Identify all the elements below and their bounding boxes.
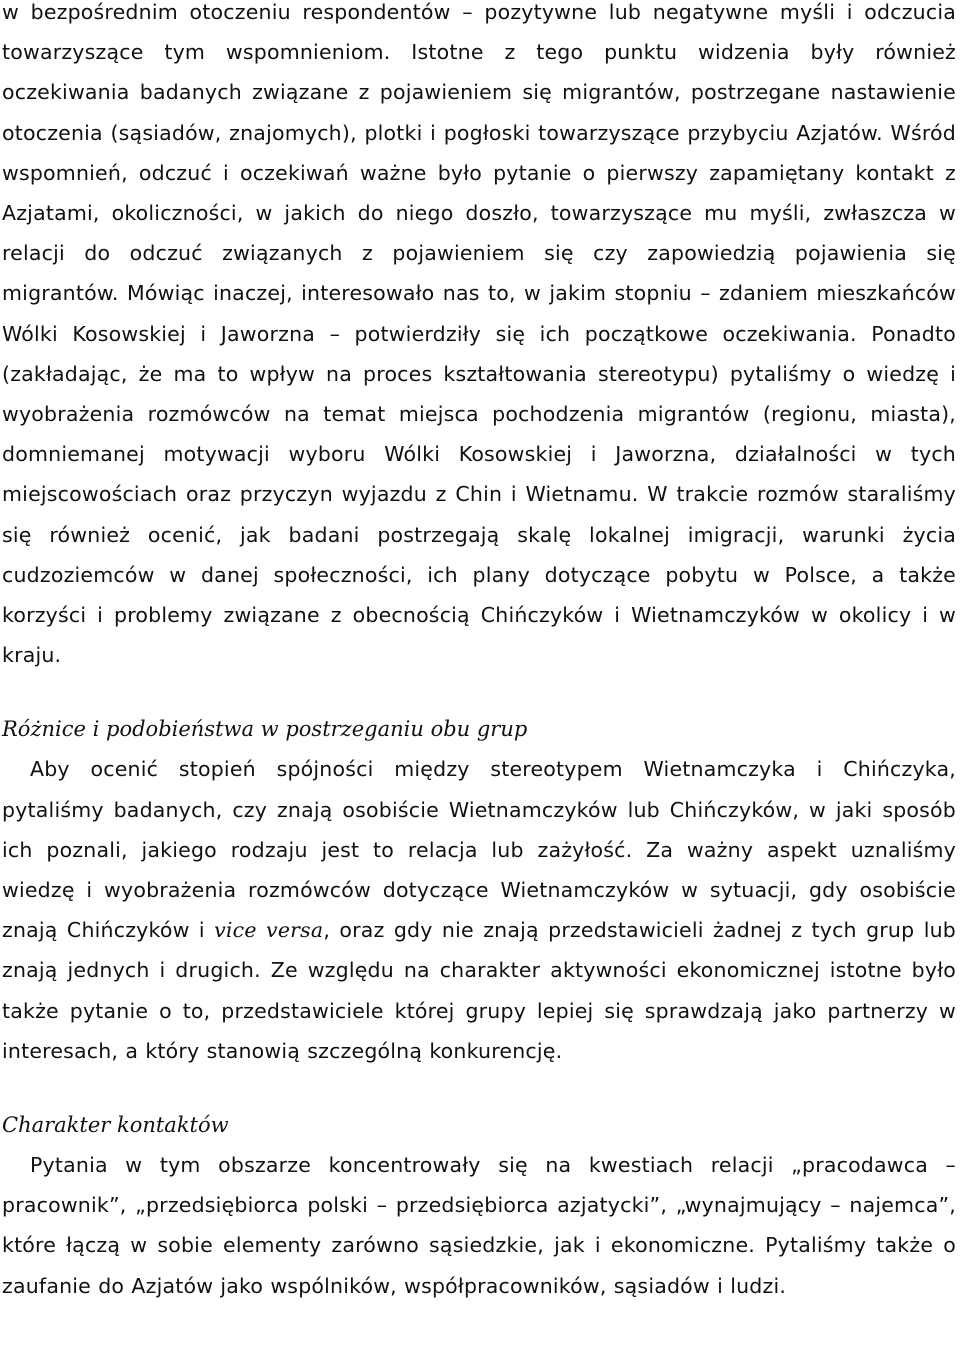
section-heading: Charakter kontaktów xyxy=(2,1113,229,1138)
paragraph-text: Aby ocenić stopień spójności między stereotypem Wietnamczyka i Chińczyka, pytaliśmy badanych, czy znają osobiście Wietnamczyków lub Chińczyków, w jaki sposób ich poznali, jakiego rodzaju jest to relacja lub zażyłość. Za ważny aspekt uznaliśmy wiedzę i wyobrażenia rozmówców dotyczące Wietnamczyków w sytuacji, gdy osobiście znają Chińczyków i xyxy=(2,757,956,943)
body-paragraph xyxy=(2,749,956,1071)
body-paragraph: w bezpośrednim otoczeniu respondentów – pozytywne lub negatywne myśli i odczucia towarzyszące tym wspomnieniom. Istotne z tego punktu widzenia były również oczekiwania badanych związane z pojawieniem się migrantów, postrzegane nastawienie otoczenia (sąsiadów, znajomych), plotki i pogłoski towarzyszące przybyciu Azjatów. Wśród wspomnień, odczuć i oczekiwań ważne było pytanie o pierwszy zapamiętany kontakt z Azjatami, okoliczności, w jakich do niego doszło, towarzyszące mu myśli, zwłaszcza w relacji do odczuć związanych z pojawieniem się czy zapowiedzią pojawienia się migrantów. Mówiąc inaczej, interesowało nas to, w jakim stopniu – zdaniem mieszkańców Wólki Kosowskiej i Jaworzna – potwierdziły się ich początkowe oczekiwania. Ponadto (zakładając, że ma to wpływ na proces kształtowania stereotypu) pytaliśmy o wiedzę i wyobrażenia rozmówców na temat miejsca pochodzenia migrantów (regionu, miasta), domniemanej motywacji wyboru Wólki Kosowskiej i Jaworzna, działalności w tych miejscowościach oraz przyczyn wyjazdu z Chin i Wietnamu. W trakcie rozmów staraliśmy się również ocenić, jak badani postrzegają skalę lokalnej imigracji, warunki życia cudzoziemców w danej społeczności, ich plany dotyczące pobytu w Polsce, a także korzyści i problemy związane z obecnością Chińczyków i Wietnamczyków w okolicy i w kraju. xyxy=(2,0,956,668)
section-heading: Różnice i podobieństwa w postrzeganiu obu grup xyxy=(2,717,528,742)
body-paragraph: Pytania w tym obszarze koncentrowały się na kwestiach relacji „pracodawca – pracownik”, „przedsiębiorca polski – przedsiębiorca azjatycki”, „wynajmujący – najemca”, które łączą w sobie elementy zarówno sąsiedzkie, jak i ekonomiczne. Pytaliśmy także o zaufanie do Azjatów jako wspólników, współpracowników, sąsiadów i ludzi. xyxy=(2,1153,956,1298)
paragraph-text: , oraz gdy nie znają przedstawicieli żadnej z tych grup lub znają jednych i drugich. Ze względu na charakter aktywności ekonomicznej istotne było także pytanie o to, przedstawiciele której grupy lepiej się sprawdzają jako partnerzy w interesach, a który stanowią szczególną konkurencję. xyxy=(2,918,956,1063)
italic-phrase: vice versa xyxy=(214,918,324,943)
